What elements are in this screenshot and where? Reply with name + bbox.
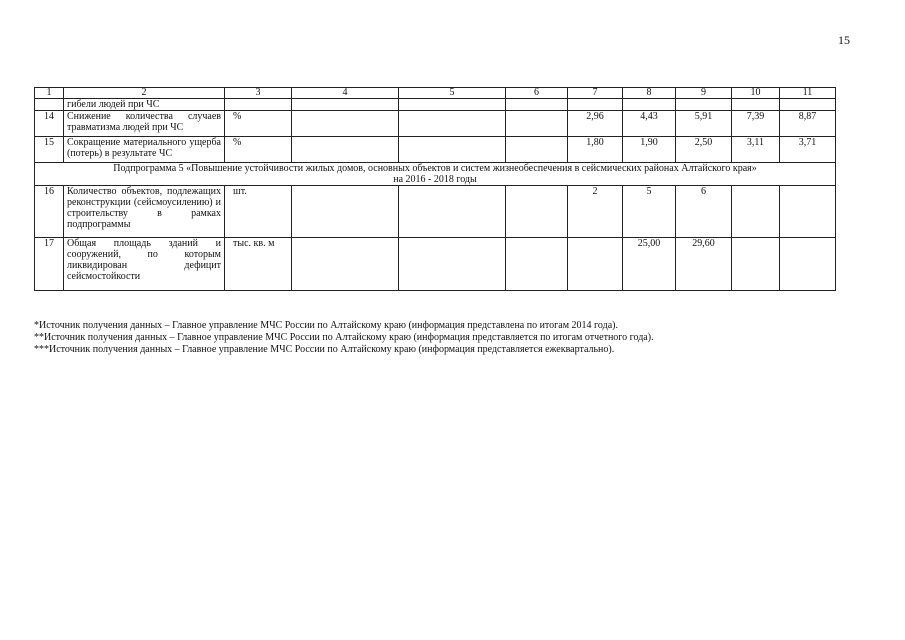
footnote: **Источник получения данных – Главное управление МЧС России по Алтайскому краю (информация представляется по итогам отчетного года).: [34, 332, 654, 343]
indicator-name-cell: гибели людей при ЧС: [64, 99, 225, 111]
value-cell: 4,43: [623, 111, 676, 137]
table-row: [35, 111, 836, 137]
footnote: *Источник получения данных – Главное управление МЧС России по Алтайскому краю (информация представлена по итогам 2014 года).: [34, 320, 618, 331]
value-cell: [292, 137, 399, 163]
value-cell: 3,71: [780, 137, 836, 163]
row-number-cell: 15: [35, 137, 64, 163]
value-cell: [732, 186, 780, 238]
header-row: [35, 88, 836, 99]
header-cell: 2: [64, 88, 225, 99]
value-cell: 25,00: [623, 238, 676, 291]
value-cell: 1,80: [568, 137, 623, 163]
unit-cell: шт.: [225, 186, 292, 238]
value-cell: 1,90: [623, 137, 676, 163]
value-cell: 6: [676, 186, 732, 238]
table-row: [35, 137, 836, 163]
value-cell: 2: [568, 186, 623, 238]
row-number-cell: 17: [35, 238, 64, 291]
row-number-cell: [35, 99, 64, 111]
header-cell: 7: [568, 88, 623, 99]
value-cell: 2,50: [676, 137, 732, 163]
header-cell: 9: [676, 88, 732, 99]
value-cell: [506, 137, 568, 163]
header-cell: 5: [399, 88, 506, 99]
value-cell: [292, 238, 399, 291]
value-cell: 5: [623, 186, 676, 238]
header-cell: 10: [732, 88, 780, 99]
value-cell: 8,87: [780, 111, 836, 137]
value-cell: [732, 238, 780, 291]
value-cell: [568, 238, 623, 291]
indicator-name-cell: Общая площадь зданий и сооружений, по которым ликвидирован дефицит сейсмостойкости: [64, 238, 225, 291]
header-cell: 8: [623, 88, 676, 99]
unit-cell: %: [225, 111, 292, 137]
value-cell: [506, 186, 568, 238]
value-cell: [780, 186, 836, 238]
indicators-table: [34, 87, 836, 291]
unit-cell: тыс. кв. м: [225, 238, 292, 291]
table-row-continuation: [35, 99, 836, 111]
footnote: ***Источник получения данных – Главное управление МЧС России по Алтайскому краю (информация представляется ежеквартально).: [34, 344, 615, 355]
indicator-name-cell: Снижение количества случаев травматизма людей при ЧС: [64, 111, 225, 137]
table-row: [35, 186, 836, 238]
indicator-name-cell: Сокращение материального ущерба (потерь) в результате ЧС: [64, 137, 225, 163]
value-cell: 5,91: [676, 111, 732, 137]
value-cell: [292, 111, 399, 137]
value-cell: 29,60: [676, 238, 732, 291]
header-cell: 11: [780, 88, 836, 99]
subprogram-row: [35, 163, 836, 186]
header-cell: 3: [225, 88, 292, 99]
table-row: [35, 238, 836, 291]
value-cell: [399, 111, 506, 137]
value-cell: [399, 186, 506, 238]
value-cell: 3,11: [732, 137, 780, 163]
value-cell: [399, 137, 506, 163]
subprogram-title: Подпрограмма 5 «Повышение устойчивости жилых домов, основных объектов и систем жизнеобеспечения в сейсмических районах Алтайского края»: [113, 163, 757, 174]
row-number-cell: 16: [35, 186, 64, 238]
footnotes: [34, 320, 654, 356]
row-number-cell: 14: [35, 111, 64, 137]
value-cell: [399, 238, 506, 291]
value-cell: [292, 186, 399, 238]
value-cell: 7,39: [732, 111, 780, 137]
value-cell: [506, 111, 568, 137]
value-cell: [780, 238, 836, 291]
value-cell: [506, 238, 568, 291]
page-number: 15: [838, 33, 850, 47]
indicator-name-cell: Количество объектов, подлежащих реконструкции (сейсмоусилению) и строительству в рамках подпрограммы: [64, 186, 225, 238]
header-cell: 4: [292, 88, 399, 99]
header-cell: 6: [506, 88, 568, 99]
unit-cell: %: [225, 137, 292, 163]
value-cell: 2,96: [568, 111, 623, 137]
header-cell: 1: [35, 88, 64, 99]
subprogram-period: на 2016 - 2018 годы: [393, 174, 477, 185]
